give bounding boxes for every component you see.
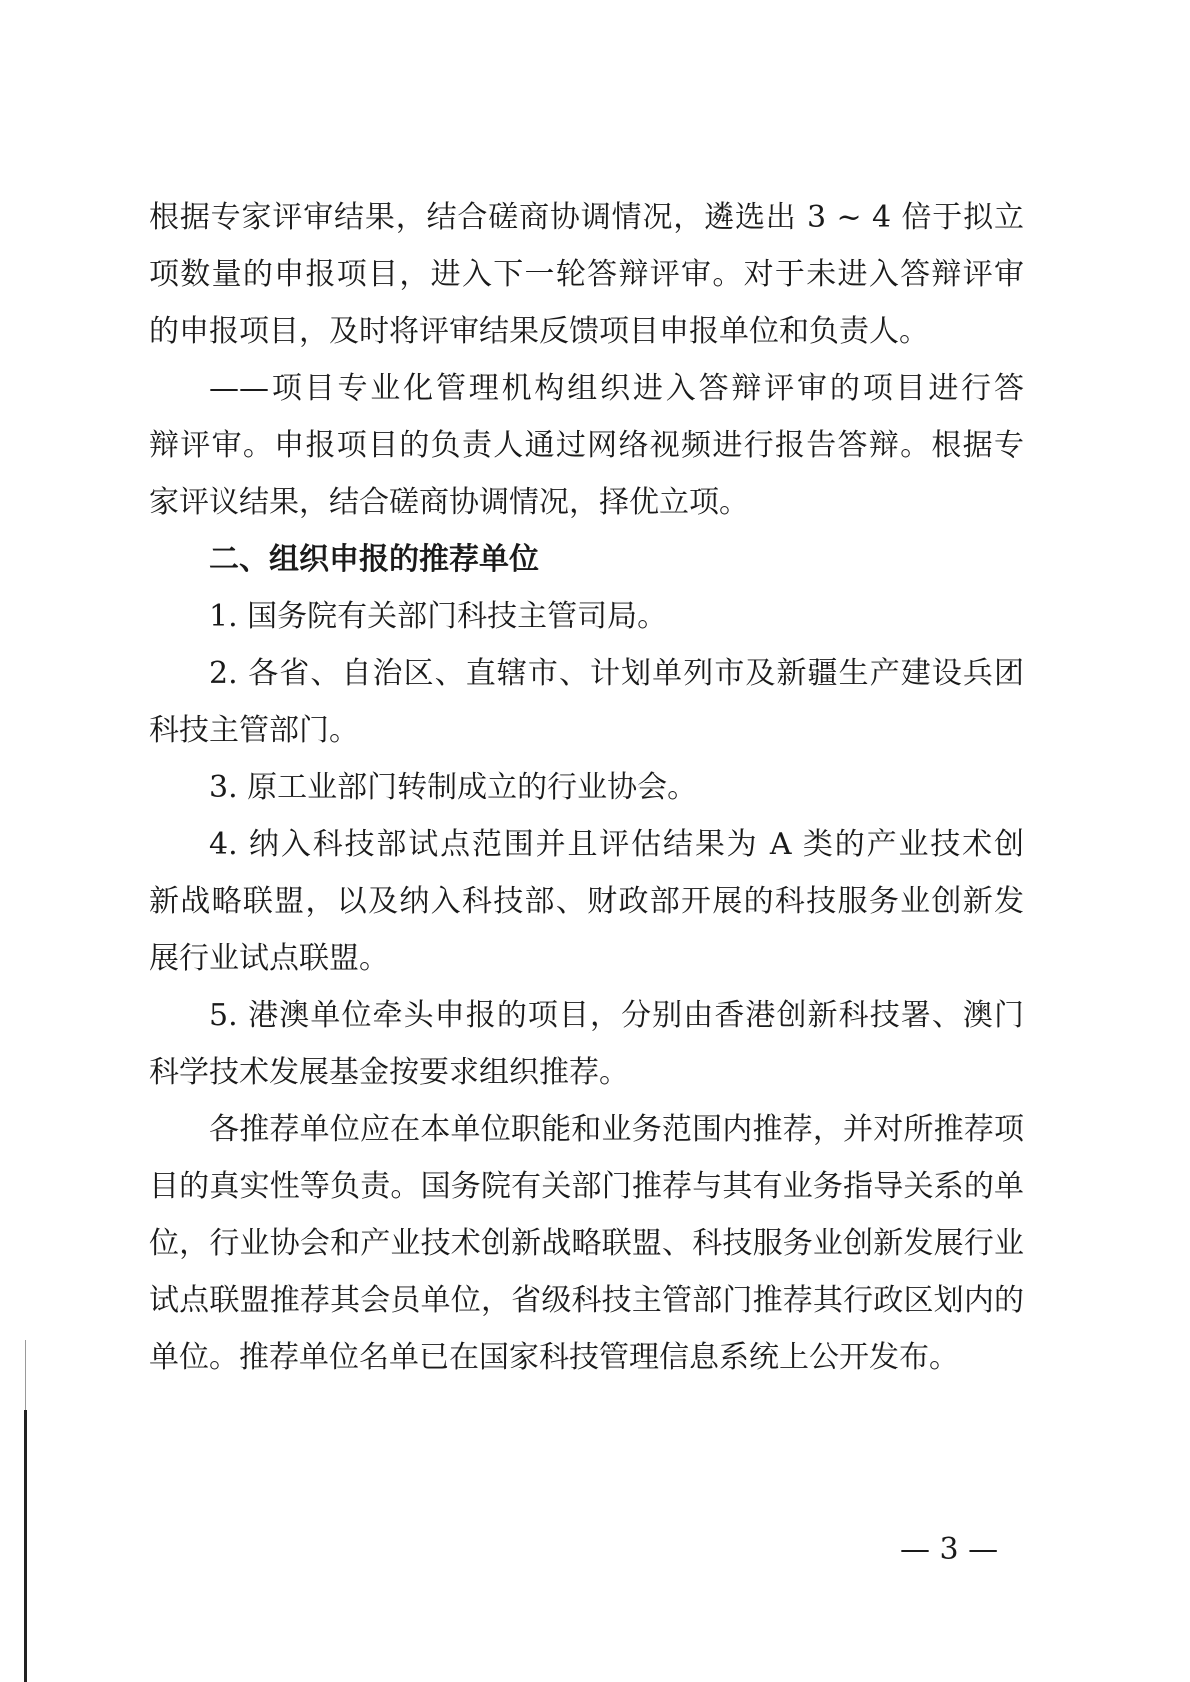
- paragraph-line: 科技主管部门。: [149, 713, 359, 748]
- paragraph-line: 位，行业协会和产业技术创新战略联盟、科技服务业创新发展行业: [149, 1226, 1024, 1261]
- scan-edge-mark: [25, 1340, 26, 1410]
- paragraph-line: 的申报项目，及时将评审结果反馈项目申报单位和负责人。: [149, 314, 929, 349]
- paragraph-line: 项数量的申报项目，进入下一轮答辩评审。对于未进入答辩评审: [149, 257, 1024, 292]
- paragraph-line: 目的真实性等负责。国务院有关部门推荐与其有业务指导关系的单: [149, 1169, 1024, 1204]
- scan-edge-mark: [24, 1410, 27, 1682]
- paragraph-line: 试点联盟推荐其会员单位，省级科技主管部门推荐其行政区划内的: [149, 1283, 1024, 1318]
- list-item: 4. 纳入科技部试点范围并且评估结果为 A 类的产业技术创: [209, 827, 1024, 862]
- list-item: 5. 港澳单位牵头申报的项目，分别由香港创新科技署、澳门: [209, 998, 1024, 1033]
- list-item: 1. 国务院有关部门科技主管司局。: [209, 599, 668, 634]
- paragraph-line: 辩评审。申报项目的负责人通过网络视频进行报告答辩。根据专: [149, 428, 1024, 463]
- section-heading: 二、组织申报的推荐单位: [209, 542, 539, 577]
- list-item: 2. 各省、自治区、直辖市、计划单列市及新疆生产建设兵团: [209, 656, 1024, 691]
- paragraph-line: 展行业试点联盟。: [149, 941, 389, 976]
- paragraph-line: 单位。推荐单位名单已在国家科技管理信息系统上公开发布。: [149, 1340, 959, 1375]
- list-item: 3. 原工业部门转制成立的行业协会。: [209, 770, 698, 805]
- page-number: — 3 —: [900, 1532, 999, 1567]
- paragraph-line: ——项目专业化管理机构组织进入答辩评审的项目进行答: [209, 371, 1024, 406]
- paragraph-line: 新战略联盟，以及纳入科技部、财政部开展的科技服务业创新发: [149, 884, 1024, 919]
- paragraph-line: 各推荐单位应在本单位职能和业务范围内推荐，并对所推荐项: [209, 1112, 1024, 1147]
- paragraph-line: 科学技术发展基金按要求组织推荐。: [149, 1055, 629, 1090]
- paragraph-line: 家评议结果，结合磋商协调情况，择优立项。: [149, 485, 749, 520]
- paragraph-line: 根据专家评审结果，结合磋商协调情况，遴选出 3 ~ 4 倍于拟立: [149, 200, 1024, 235]
